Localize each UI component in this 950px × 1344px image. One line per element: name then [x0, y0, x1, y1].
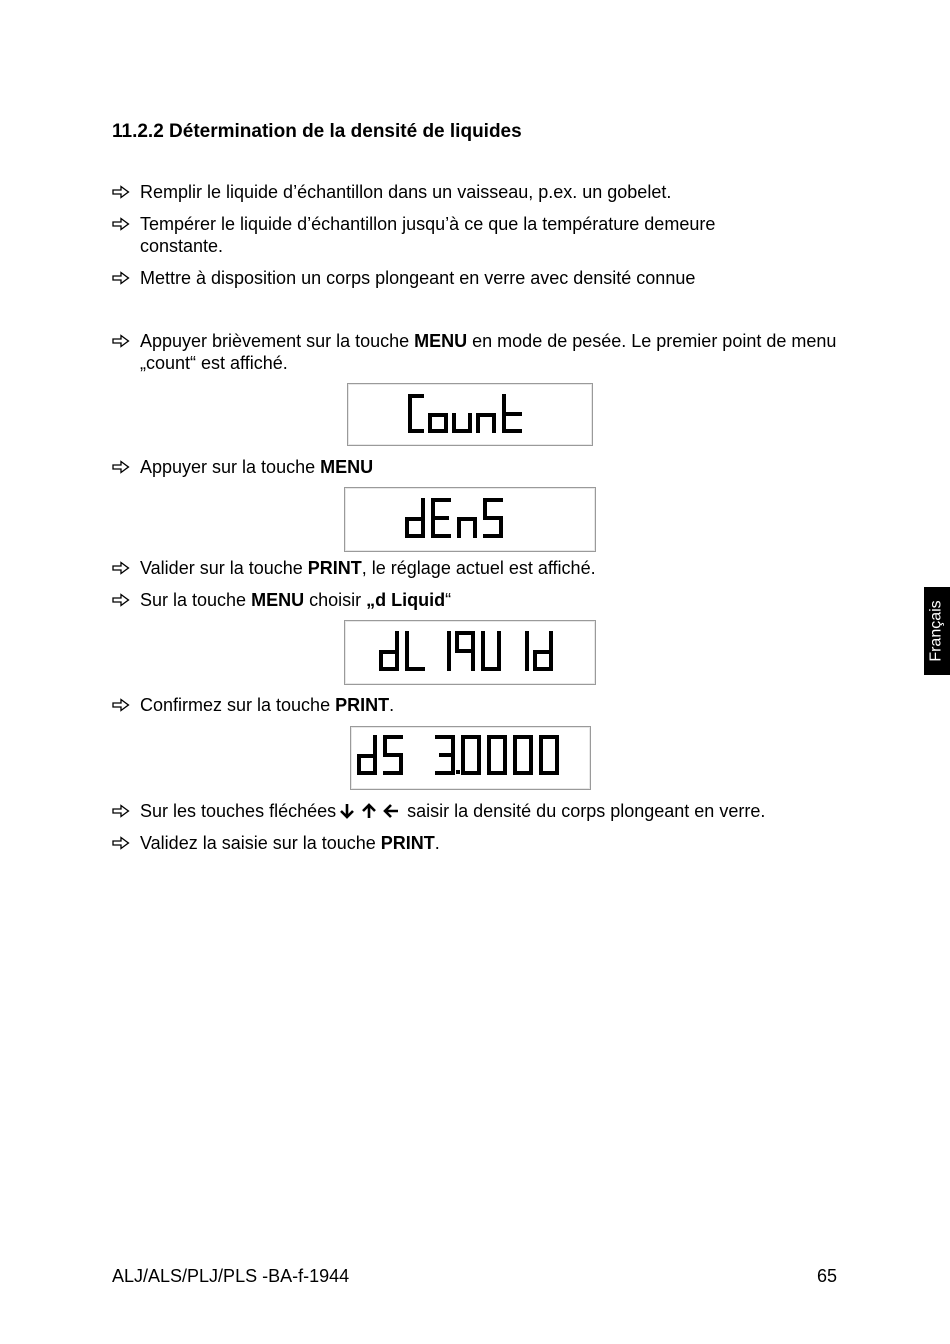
step-text: Tempérer le liquide d’échantillon jusqu’à ce que la température demeure constante. — [140, 214, 716, 256]
lcd-segments — [351, 727, 590, 789]
hollow-right-arrow-icon — [112, 694, 134, 716]
lcd-display-ds — [350, 726, 591, 790]
document-reference: ALJ/ALS/PLJ/PLS -BA-f-1944 — [112, 1266, 350, 1286]
hollow-right-arrow-icon — [112, 330, 134, 352]
lcd-segments — [345, 621, 595, 684]
instruction-step — [112, 213, 842, 257]
hollow-right-arrow-icon — [112, 557, 134, 579]
language-tab — [924, 587, 950, 675]
language-tab-label: Français — [928, 600, 946, 662]
arrow-down-icon — [339, 802, 355, 818]
hollow-right-arrow-icon — [112, 832, 134, 854]
instruction-step — [112, 330, 842, 374]
lcd-display-dens — [344, 487, 596, 552]
step-text: Valider sur la touche PRINT, le réglage actuel est affiché. — [140, 558, 596, 578]
instruction-step — [112, 589, 842, 611]
instruction-step — [112, 832, 842, 854]
step-text: Sur les touches fléchées saisir la densité du corps plongeant en verre. — [140, 801, 766, 821]
step-text: Confirmez sur la touche PRINT. — [140, 695, 395, 715]
step-text: Validez la saisie sur la touche PRINT. — [140, 833, 440, 853]
arrow-left-icon — [383, 802, 399, 818]
hollow-right-arrow-icon — [112, 213, 134, 235]
step-text: Remplir le liquide d’échantillon dans un vaisseau, p.ex. un gobelet. — [140, 182, 672, 202]
page-number: 65 — [816, 1266, 837, 1286]
instruction-step — [112, 694, 842, 716]
lcd-display-count — [347, 383, 593, 446]
instruction-step — [112, 267, 842, 289]
step-text: Mettre à disposition un corps plongeant en verre avec densité connue — [140, 268, 696, 288]
hollow-right-arrow-icon — [112, 267, 134, 289]
step-text: Sur la touche MENU choisir „d Liquid“ — [140, 590, 452, 610]
lcd-display-dliquid — [344, 620, 596, 685]
step-text: Appuyer sur la touche MENU — [140, 457, 374, 477]
hollow-right-arrow-icon — [112, 456, 134, 478]
lcd-segments — [345, 488, 595, 551]
instruction-step — [112, 456, 842, 478]
hollow-right-arrow-icon — [112, 181, 134, 203]
instruction-step — [112, 181, 842, 203]
arrow-up-icon — [361, 802, 377, 818]
lcd-segments — [348, 384, 592, 445]
section-heading: 11.2.2 Détermination de la densité de liquides — [112, 121, 522, 142]
instruction-step — [112, 557, 842, 579]
hollow-right-arrow-icon — [112, 589, 134, 611]
hollow-right-arrow-icon — [112, 800, 134, 822]
instruction-step — [112, 800, 842, 822]
step-text: Appuyer brièvement sur la touche MENU en mode de pesée. Le premier point de menu „count“ est affiché. — [140, 331, 837, 373]
